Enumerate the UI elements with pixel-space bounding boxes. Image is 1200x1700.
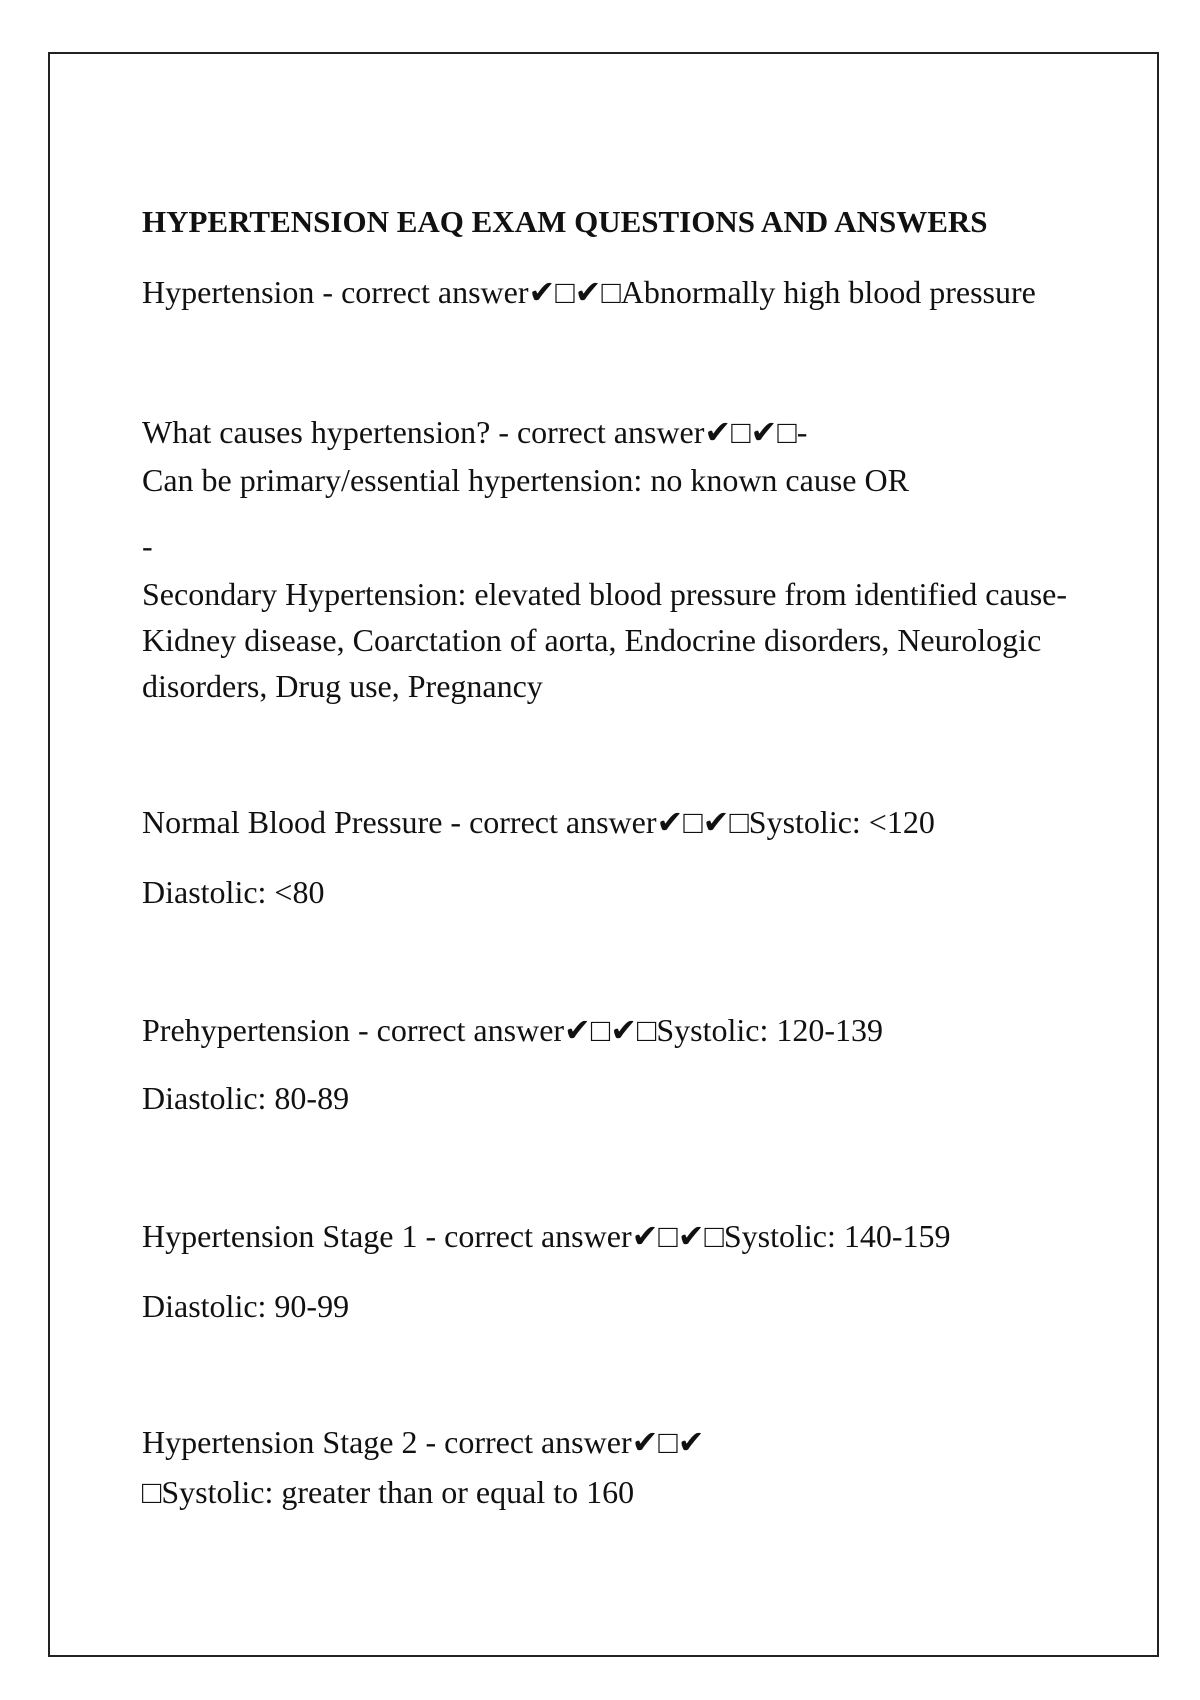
qa-normal-bp-diastolic: Diastolic: <80 xyxy=(142,874,325,910)
document-title: HYPERTENSION EAQ EXAM QUESTIONS AND ANSWERS xyxy=(142,204,988,239)
qa-causes-secondary-cont1: Kidney disease, Coarctation of aorta, Endocrine disorders, Neurologic xyxy=(142,622,1042,658)
qa-causes-secondary: Secondary Hypertension: elevated blood pressure from identified cause- xyxy=(142,576,1068,612)
qa-stage1: Hypertension Stage 1 - correct answer✔□✔□Systolic: 140-159 xyxy=(142,1218,951,1254)
qa-prehypertension: Prehypertension - correct answer✔□✔□Systolic: 120-139 xyxy=(142,1012,883,1048)
qa-normal-bp: Normal Blood Pressure - correct answer✔□✔□Systolic: <120 xyxy=(142,804,935,840)
qa-causes-secondary-cont2: disorders, Drug use, Pregnancy xyxy=(142,668,543,704)
qa-stage2: Hypertension Stage 2 - correct answer✔□✔ xyxy=(142,1424,705,1460)
qa-causes-question: What causes hypertension? - correct answer✔□✔□- xyxy=(142,414,808,450)
qa-hypertension: Hypertension - correct answer✔□✔□Abnormally high blood pressure xyxy=(142,274,1036,310)
qa-stage1-diastolic: Diastolic: 90-99 xyxy=(142,1288,350,1324)
qa-prehypertension-diastolic: Diastolic: 80-89 xyxy=(142,1080,350,1116)
qa-causes-primary: Can be primary/essential hypertension: no known cause OR xyxy=(142,462,909,498)
qa-causes-dash: - xyxy=(142,528,153,564)
qa-stage2-systolic: □Systolic: greater than or equal to 160 xyxy=(142,1474,635,1510)
